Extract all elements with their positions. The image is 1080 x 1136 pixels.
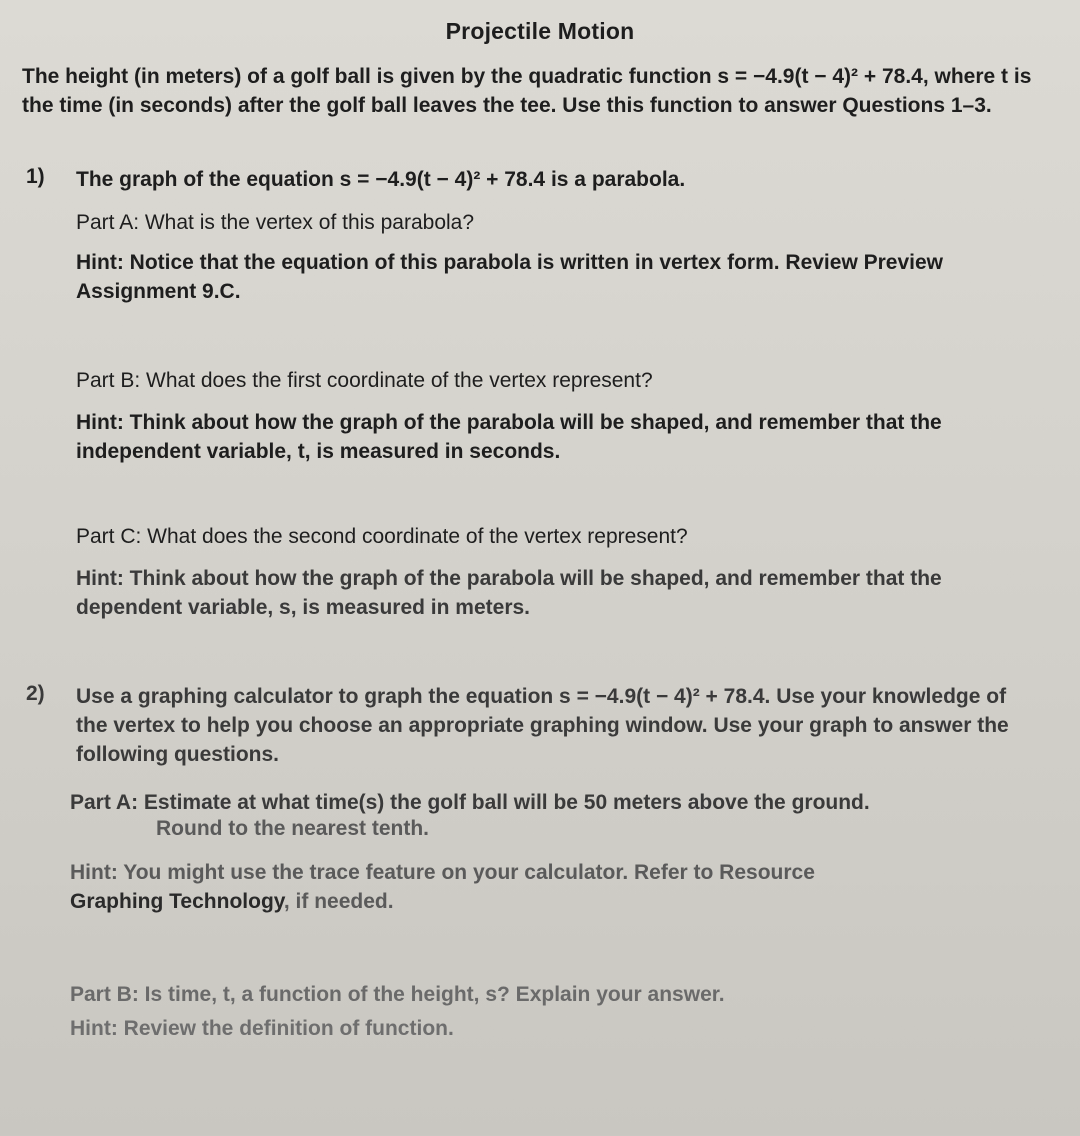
q2-part-a-hint-suffix: , if needed. xyxy=(283,890,394,913)
q1-part-a-question: Part A: What is the vertex of this parabola? xyxy=(76,211,475,234)
q2-part-a-hint-text: Hint: You might use the trace feature on your calculator. Refer to Resource xyxy=(70,861,815,884)
question-1-statement: The graph of the equation s = −4.9(t − 4)² + 78.4 is a parabola. xyxy=(76,168,686,191)
page-title: Projectile Motion xyxy=(445,18,635,44)
q1-part-b-hint: Hint: Think about how the graph of the parabola will be shaped, and remember that the independent variable, t, is measured in seconds. xyxy=(76,411,942,463)
question-2-statement: Use a graphing calculator to graph the equation s = −4.9(t − 4)² + 78.4. Use your knowledge of the vertex to help you choose an appropriate graphing window. Use your graph to answer the following questions. xyxy=(76,685,1009,766)
q2-part-a-hint xyxy=(70,858,970,916)
q1-part-b-question: Part B: What does the first coordinate of the vertex represent? xyxy=(76,369,653,392)
intro-paragraph: The height (in meters) of a golf ball is given by the quadratic function s = −4.9(t − 4)² + 78.4, where t is the time (in seconds) after the golf ball leaves the tee. Use this function to answer Questions 1–3. xyxy=(22,65,1032,117)
q2-part-a-round: Round to the nearest tenth. xyxy=(156,817,429,840)
question-2-number: 2) xyxy=(26,682,45,705)
q2-part-b-hint: Hint: Review the definition of function. xyxy=(70,1017,454,1040)
q1-part-a-hint: Hint: Notice that the equation of this parabola is written in vertex form. Review Preview Assignment 9.C. xyxy=(76,251,943,303)
question-1-number: 1) xyxy=(26,165,45,188)
q2-part-a-question: Part A: Estimate at what time(s) the golf ball will be 50 meters above the ground. xyxy=(70,791,870,814)
q2-part-b-question: Part B: Is time, t, a function of the height, s? Explain your answer. xyxy=(70,983,725,1006)
q1-part-c-question: Part C: What does the second coordinate of the vertex represent? xyxy=(76,525,688,548)
graphing-technology-resource: Graphing Technology xyxy=(70,890,284,913)
q1-part-c-hint: Hint: Think about how the graph of the parabola will be shaped, and remember that the dependent variable, s, is measured in meters. xyxy=(76,567,942,619)
